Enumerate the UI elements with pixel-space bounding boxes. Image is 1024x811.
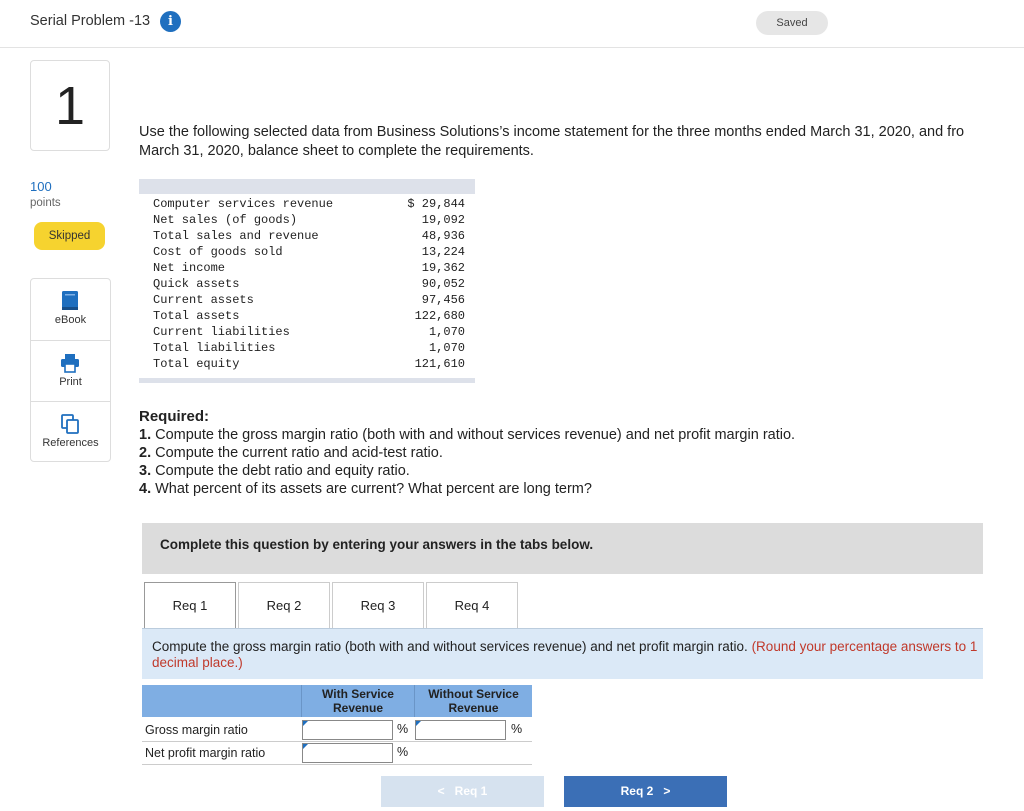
row-value: 122,680 xyxy=(414,309,465,323)
list-item xyxy=(139,462,795,480)
table-row xyxy=(139,276,475,292)
instruction-hint: (Round your percentage answers to 1 decimal place.) xyxy=(152,639,978,670)
row-value: 19,092 xyxy=(421,213,465,227)
complete-banner xyxy=(142,523,983,574)
requirements-list xyxy=(139,408,795,498)
points-label: points xyxy=(30,197,61,209)
printer-icon xyxy=(60,352,80,374)
tab-req-3[interactable]: Req 3 xyxy=(332,582,424,628)
table-row xyxy=(139,212,475,228)
list-item xyxy=(139,444,795,462)
percent-unit: % xyxy=(397,745,409,759)
row-value: 90,052 xyxy=(421,277,465,291)
next-req-button[interactable] xyxy=(564,776,727,807)
tab-req-1[interactable]: Req 1 xyxy=(144,582,236,628)
row-label: Net profit margin ratio xyxy=(145,746,266,760)
chevron-left-icon: < xyxy=(437,784,445,798)
intro-line-1: Use the following selected data from Business Solutions’s income statement for the three months ended March 31, 2020, and fro xyxy=(139,124,965,140)
instruction-text xyxy=(152,639,982,671)
info-icon[interactable]: i xyxy=(160,11,181,32)
row-label: Total sales and revenue xyxy=(153,229,319,243)
table-row xyxy=(142,719,532,742)
item-number: 3. xyxy=(139,463,152,479)
row-label: Gross margin ratio xyxy=(145,723,248,737)
skipped-badge: Skipped xyxy=(34,222,105,250)
item-number: 2. xyxy=(139,445,152,461)
item-number: 4. xyxy=(139,481,152,497)
print-button[interactable] xyxy=(31,340,110,401)
tab-req-2[interactable]: Req 2 xyxy=(238,582,330,628)
instruction-main: Compute the gross margin ratio (both with and without services revenue) and net profit margin ratio. xyxy=(152,639,748,654)
item-text: Compute the current ratio and acid-test ratio. xyxy=(151,445,443,461)
row-label: Quick assets xyxy=(153,277,240,291)
item-text: What percent of its assets are current? What percent are long term? xyxy=(151,481,592,497)
problem-title: Serial Problem -13 xyxy=(30,13,151,29)
problem-intro xyxy=(139,123,964,161)
top-bar xyxy=(0,0,1024,48)
instruction-panel xyxy=(142,628,983,679)
question-number: 1 xyxy=(30,60,110,151)
item-text: Compute the debt ratio and equity ratio. xyxy=(151,463,410,479)
row-label: Current liabilities xyxy=(153,325,290,339)
intro-line-2: March 31, 2020, balance sheet to complete the requirements. xyxy=(139,143,534,159)
row-value: 97,456 xyxy=(421,293,465,307)
row-label: Total equity xyxy=(153,357,240,371)
table-row xyxy=(139,244,475,260)
row-label: Total liabilities xyxy=(153,341,276,355)
complete-banner-text: Complete this question by entering your answers in the tabs below. xyxy=(160,537,594,552)
list-item xyxy=(139,480,795,498)
gross-margin-without-service-input[interactable] xyxy=(415,720,506,740)
next-req-label: Req 2 xyxy=(620,784,654,798)
required-heading: Required: xyxy=(139,408,210,425)
saved-status-badge: Saved xyxy=(756,11,828,35)
row-label: Total assets xyxy=(153,309,240,323)
list-item xyxy=(139,426,795,444)
column-header-without-service: Without Service Revenue xyxy=(414,685,532,717)
item-text: Compute the gross margin ratio (both with and without services revenue) and net profit margin ratio. xyxy=(151,427,796,443)
references-icon xyxy=(60,413,80,435)
row-value: 121,610 xyxy=(414,357,465,371)
column-header-with-service: With Service Revenue xyxy=(301,685,414,717)
table-row xyxy=(139,308,475,324)
book-icon xyxy=(60,290,80,312)
table-row xyxy=(139,356,475,372)
points-value: 100 xyxy=(30,179,52,194)
row-label: Net sales (of goods) xyxy=(153,213,298,227)
answer-table-header xyxy=(142,685,532,717)
table-row xyxy=(139,324,475,340)
prev-req-button[interactable] xyxy=(381,776,544,807)
ebook-button[interactable] xyxy=(31,279,110,340)
row-value: 48,936 xyxy=(421,229,465,243)
prev-req-label: Req 1 xyxy=(454,784,488,798)
financial-data-table xyxy=(139,179,475,383)
item-number: 1. xyxy=(139,427,152,443)
table-row xyxy=(139,228,475,244)
table-row xyxy=(142,742,532,765)
row-label: Current assets xyxy=(153,293,254,307)
row-label: Net income xyxy=(153,261,226,275)
row-value: $ 29,844 xyxy=(407,197,465,211)
row-value: 1,070 xyxy=(428,341,465,355)
percent-unit: % xyxy=(511,722,523,736)
tab-req-4[interactable]: Req 4 xyxy=(426,582,518,628)
row-value: 19,362 xyxy=(421,261,465,275)
percent-unit: % xyxy=(397,722,409,736)
tools-panel xyxy=(30,278,111,462)
chevron-right-icon: > xyxy=(663,784,671,798)
net-profit-margin-input[interactable] xyxy=(302,743,393,763)
table-row xyxy=(139,340,475,356)
print-label: Print xyxy=(59,376,82,388)
table-row xyxy=(139,196,475,212)
ebook-label: eBook xyxy=(54,314,87,326)
row-label: Cost of goods sold xyxy=(153,245,283,259)
row-value: 13,224 xyxy=(421,245,465,259)
references-label: References xyxy=(42,437,99,449)
row-label: Computer services revenue xyxy=(153,197,334,211)
table-row xyxy=(139,292,475,308)
table-row xyxy=(139,260,475,276)
references-button[interactable] xyxy=(31,401,110,462)
row-value: 1,070 xyxy=(428,325,465,339)
gross-margin-with-service-input[interactable] xyxy=(302,720,393,740)
